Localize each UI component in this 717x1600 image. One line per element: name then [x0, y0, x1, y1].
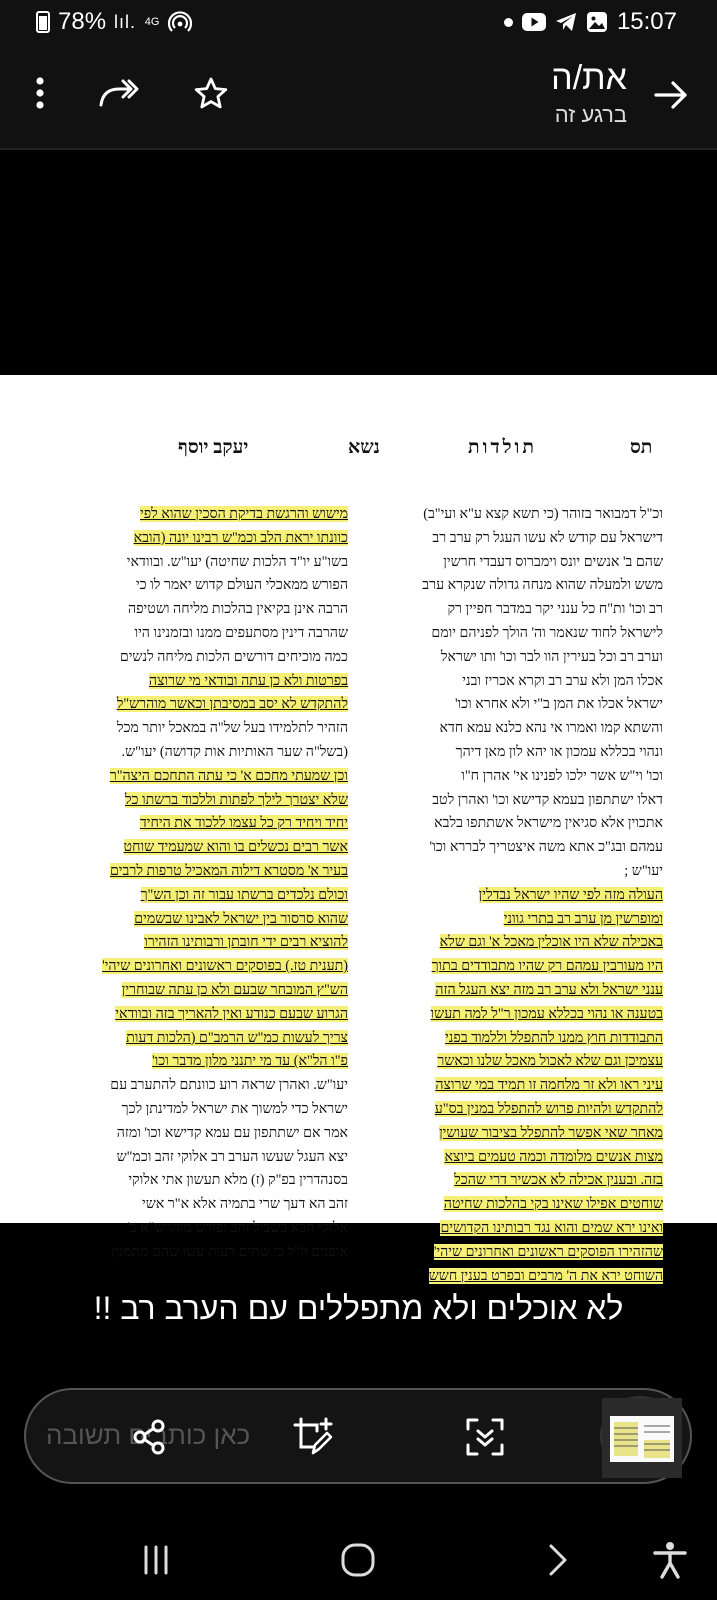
right-column-line — [373, 1241, 663, 1265]
header-divider — [0, 148, 717, 150]
right-column-line — [373, 931, 663, 955]
right-column-line — [373, 1074, 663, 1098]
document-running-header — [0, 437, 717, 463]
left-column-line — [58, 1217, 348, 1241]
right-column-line — [373, 1265, 663, 1289]
right-column-line-text: העולה מזה לפי שהיו ישראל נבדלין — [478, 886, 663, 903]
left-column-line-text: אלוקי הכא בשביל זהב ופירש מוהרש"א ב' — [127, 1219, 348, 1236]
right-column-line — [373, 860, 663, 884]
left-column-line-text: הזהיר לתלמידו בעל של"ה במאכל יותר מכל — [116, 720, 348, 737]
right-column-line-text: משש ולמעלה שהוא מנחה גדולה שנקרא ערב — [422, 577, 663, 594]
left-column-line-text: אשר רבים נכשלים בו והוא שמעמיד שוחט — [123, 839, 348, 856]
left-column-line-text: אופנים וז"ל כי שתים רעות עשו שהם מתמנין — [111, 1243, 348, 1260]
right-column-line-text: ענני ישראל ולא ערב רב מזה יצא העגל הזה — [435, 981, 663, 998]
right-column-line — [373, 1122, 663, 1146]
right-column-line-text: עיני ראו ולא זר מלחמה זו תמיד במי שרוצה — [435, 1077, 663, 1094]
battery-level: 78% — [58, 8, 107, 35]
right-column-line-text: בזה. ובענין אכילה לא אכשיר דרי שהכל — [454, 1172, 663, 1189]
left-column-line-text: יחיד ויחיד רק כל עצמו ללכוד את היחיד — [139, 815, 348, 832]
left-column-line — [58, 884, 348, 908]
left-column-line — [58, 1003, 348, 1027]
right-column-line — [373, 646, 663, 670]
home-button[interactable] — [328, 1535, 388, 1585]
left-column-line-text: כמה מוכיחים דורשים הלכות מליחה לנשים — [119, 648, 348, 665]
right-column-line-text: התבודדות חוץ ממנו להתפלל וללמוד בפני — [445, 1029, 663, 1046]
left-column-line-text: בעיר א' מסטרא דילוה המאכיל טרפות לרבים — [109, 862, 348, 879]
left-column-line — [58, 789, 348, 813]
left-column-line-text: בשו"ע יו"ד הלכות שחיטה) יעו"ש. ובוודאי — [126, 553, 348, 570]
left-column-line — [58, 860, 348, 884]
document-column-left — [58, 503, 348, 1265]
clock: 15:07 — [616, 8, 677, 35]
left-column-line — [58, 527, 348, 551]
right-column-line-text: היו מעורבין עמהם רק שהיו מתבודדים בתוך — [431, 958, 663, 975]
left-column-line-text: הרבה אינן בקיאין בהלכות מליחה ושטיפה — [127, 601, 348, 618]
crop-edit-icon — [293, 1417, 333, 1457]
signal-icon: lıl. — [114, 11, 137, 32]
right-column-line — [373, 1146, 663, 1170]
notification-dot-icon — [504, 18, 513, 27]
sender-info — [551, 58, 627, 128]
status-bar — [0, 0, 717, 44]
right-column-line — [373, 765, 663, 789]
recent-apps-icon — [141, 1545, 171, 1575]
right-column-line — [373, 670, 663, 694]
right-column-line — [373, 741, 663, 765]
right-column-line-text: לישראל לחוד שנאמר וה' הולך לפניהם יומם — [431, 624, 663, 641]
left-column-line — [58, 551, 348, 575]
right-column-line-text: אכלו המן ולא ערב רב וקרא אכריז ובני — [462, 672, 663, 689]
right-column-line — [373, 1169, 663, 1193]
left-column-line-text: שהרבה דינין מסתעפים ממנו ובזמנינו היו — [134, 624, 348, 641]
running-header-mid-left: נשא — [348, 437, 380, 458]
left-column-line-text: יעו"ש. ואהרן שראה רוע כוונתם להתערב עם — [110, 1077, 348, 1094]
right-column-line-text: וערב רב וכל בעירין הוו לבר וכו' ותו ישראל — [440, 648, 663, 665]
left-column-line — [58, 765, 348, 789]
document-image[interactable] — [0, 375, 717, 1284]
right-column-line-text: אתכוין אלא סגיאין מישראל אשתתפו בלבא — [434, 815, 663, 832]
right-column-line — [373, 1027, 663, 1051]
message-caption-wrap — [0, 1290, 717, 1327]
right-column-line — [373, 836, 663, 860]
left-column-line — [58, 1193, 348, 1217]
more-options-button[interactable] — [20, 68, 60, 118]
left-column-line — [58, 1074, 348, 1098]
left-column-line — [58, 646, 348, 670]
sender-name: את/ה — [551, 59, 627, 97]
left-column-line-text: זהב הא דעך שרי בתמיה אלא א"ר אשי — [141, 1196, 348, 1213]
back-nav-button[interactable] — [528, 1535, 588, 1585]
right-column-line — [373, 955, 663, 979]
left-column-line — [58, 812, 348, 836]
right-column-line-text: ונהוי בכללא עמכון או יהא לון מאן דיהך — [455, 743, 663, 760]
left-column-line-text: הש"ץ המובחר שבעם ולא כן עתה שבוחרין — [121, 981, 348, 998]
recent-apps-button[interactable] — [126, 1535, 186, 1585]
left-column-line — [58, 741, 348, 765]
right-column-line — [373, 908, 663, 932]
right-column-line-text: שוחטים אפילו שאינו בקי בהלכות שחיטה — [443, 1196, 663, 1213]
star-icon — [194, 77, 228, 109]
left-column-line — [58, 1098, 348, 1122]
right-column-line — [373, 1050, 663, 1074]
left-column-line — [58, 574, 348, 598]
status-left — [36, 8, 192, 36]
home-icon — [340, 1542, 376, 1578]
right-column-line-text: להתקדש ולהיות פרוש להתפלל במנין בס"ע — [434, 1100, 663, 1117]
scan-text-icon — [465, 1417, 505, 1457]
right-column-line — [373, 1098, 663, 1122]
left-column-line — [58, 670, 348, 694]
left-column-line — [58, 955, 348, 979]
right-column-line — [373, 622, 663, 646]
telegram-icon — [555, 12, 577, 32]
right-column-line-text: עצמיכן וגם שלא לאכול מאכל שלנו וכאשר — [437, 1053, 663, 1070]
left-column-line-text: שהוא סרסור בין ישראל לאבינו שבשמים — [134, 910, 348, 927]
left-column-line — [58, 598, 348, 622]
right-column-line-text: שהזהירו הפוסקים ראשונים ואחרונים שיהי' — [433, 1243, 663, 1260]
gallery-icon — [586, 11, 608, 33]
left-column-line — [58, 836, 348, 860]
right-column-line-text: דאלו ישתתפון בעמא קדישא וכו' ואהרן לטב — [432, 791, 663, 808]
right-column-line — [373, 551, 663, 575]
right-column-line-text: מצות אנשים מלומדה וכמה טעמים ביוצא — [444, 1148, 663, 1165]
right-column-line — [373, 979, 663, 1003]
thumbnail-preview-icon — [602, 1398, 682, 1478]
right-column-line — [373, 598, 663, 622]
reply-bar[interactable] — [24, 1388, 692, 1484]
left-column-line-text: ישראל כדי למשוך את ישראל למדינתן לכך — [121, 1100, 348, 1117]
document-column-right — [373, 503, 663, 1288]
left-column-line-text: (בשל"ה שער האותיות אות קדושה) יעו"ש. — [121, 743, 348, 760]
right-column-line — [373, 884, 663, 908]
forward-button[interactable] — [92, 68, 146, 118]
battery-icon — [36, 11, 50, 33]
left-column-line-text: להוציא רבים ידי חובתן ורבותינו הזהירו — [144, 934, 348, 951]
left-column-line-text: יצא העגל שעשו הערב רב אלוקי זהב וכמ"ש — [116, 1148, 348, 1165]
back-button[interactable] — [649, 70, 693, 120]
right-column-line-text: רב וכו' ות"ח כל ענני יקר במדבר חפיין רק — [447, 601, 663, 618]
hotspot-icon — [168, 10, 192, 34]
right-column-line — [373, 812, 663, 836]
accessibility-icon — [653, 1541, 687, 1579]
right-column-line — [373, 693, 663, 717]
forward-icon — [97, 77, 141, 109]
right-column-line-text: והשתא קמו ואמרו אי נהא כלנא עמא חדא — [439, 720, 663, 737]
app-header — [0, 44, 717, 148]
right-column-line — [373, 789, 663, 813]
left-column-line-text: פ"ו הל"א) עד מי יתנני מלון מדבר וכו' — [152, 1053, 348, 1070]
image-thumbnail[interactable] — [600, 1396, 680, 1476]
arrow-right-icon — [654, 80, 688, 110]
left-column-line-text: (תענית טז.) בפוסקים ראשונים ואחרונים שיהי' — [102, 958, 348, 975]
right-column-line — [373, 527, 663, 551]
left-column-line — [58, 1169, 348, 1193]
more-vertical-icon — [35, 76, 45, 110]
accessibility-button[interactable] — [640, 1535, 700, 1585]
right-column-line-text: באכילה שלא היו אוכלין מאכל א' וגם שלא — [439, 934, 663, 951]
left-column-line — [58, 503, 348, 527]
right-column-line-text: השוחט ירא את ה' מרבים ובפרט בענין חשש — [428, 1267, 663, 1284]
left-column-line-text: הפורש ממאכלי העולם קדוש יאמר לו כי — [135, 577, 348, 594]
left-column-line — [58, 1146, 348, 1170]
edit-button[interactable] — [288, 1412, 338, 1462]
left-column-line-text: הגרוע שבעם כנודע ואין להאריך בזה ובוודאי — [115, 1005, 348, 1022]
network-type: 4G — [144, 16, 160, 28]
message-time: ברגע זה — [554, 102, 627, 127]
right-column-line-text: דישראל עם קודש לא עשו העגל רק ערב רב — [432, 529, 663, 546]
left-column-line-text: להתקדש לא יסב במסיבתן וכאשר מוהרש"ל — [116, 696, 348, 713]
left-column-line — [58, 622, 348, 646]
left-column-line — [58, 717, 348, 741]
page-number: תס — [630, 437, 653, 458]
left-column-line — [58, 1050, 348, 1074]
running-header-mid-right: תולדות — [468, 437, 537, 458]
left-column-line-text: צריך לעשות כמ"ש הרמב"ם (הלכות דעות — [126, 1029, 348, 1046]
right-column-line-text: ישראל אכלו את המן ב"י ולא אחרא וכו' — [454, 696, 663, 713]
right-column-line-text: ואינו ירא שמים והוא נגד רבותינו הקדושים — [440, 1219, 663, 1236]
right-column-line — [373, 503, 663, 527]
left-column-line-text: אמר אם ישתתפון עם עמא קדישא וכו' ומזה — [116, 1124, 348, 1141]
right-column-line-text: עמהם ובג"כ אתא משה איצטריך לבררא וכו' — [429, 839, 663, 856]
message-caption: לא אוכלים ולא מתפללים עם הערב רב !! — [93, 1290, 624, 1326]
chevron-right-icon — [547, 1543, 569, 1577]
right-column-line — [373, 574, 663, 598]
right-column-line — [373, 717, 663, 741]
left-column-line — [58, 908, 348, 932]
left-column-line-text: וכן שמעתי מחכם א' כי עתה התחכם היצה"ר — [109, 767, 348, 784]
running-header-left: יעקב יוסף — [178, 437, 249, 458]
right-column-line-text: שהם ב' אנשים יונס וימברוס דעבדי חרשין — [443, 553, 663, 570]
right-column-line-text: בטענה או נהוי בכללא עמכון ר"ל למה תעשו — [430, 1005, 663, 1022]
star-button[interactable] — [186, 68, 236, 118]
left-column-line-text: וכולם נלכדים ברשתו עבור זה וכן הש"ך — [140, 886, 348, 903]
right-column-line-text: וכו' וי"ש אשר ילכו לפנינו אי' אהרן ח"ו — [461, 767, 663, 784]
youtube-icon — [522, 12, 546, 32]
right-column-line-text: ומופרשין מן ערב רב בתרי גווני — [503, 910, 663, 927]
share-icon — [132, 1419, 166, 1455]
system-nav-bar — [0, 1515, 717, 1600]
left-column-line — [58, 1122, 348, 1146]
left-column-line-text: בפרטות ולא כן עתה ובודאי מי שרוצה — [148, 672, 348, 689]
right-column-line-text: מאחר שאי אפשר להתפלל בציבור שעושין — [439, 1124, 663, 1141]
left-column-line — [58, 931, 348, 955]
scan-text-button[interactable] — [460, 1412, 510, 1462]
left-column-line — [58, 1027, 348, 1051]
left-column-line — [58, 693, 348, 717]
left-column-line — [58, 1241, 348, 1265]
right-column-line-text: וכ"ל דמבואר בזוהר (כי תשא קצא ע"א ועי"ב) — [423, 506, 663, 522]
share-button[interactable] — [124, 1412, 174, 1462]
right-column-line — [373, 1193, 663, 1217]
left-column-line-text: בסנהדרין בפ"ק (ז) מלא תעשון אתי אלוקי — [128, 1172, 348, 1189]
left-column-line-text: מישוש והרגשת בדיקת הסכין שהוא לפי — [140, 506, 348, 522]
left-column-line-text: כוונתו יראת הלב וכמ"ש רבינו יונה (הובא — [133, 529, 348, 546]
right-column-line — [373, 1003, 663, 1027]
right-column-line-text: יעו"ש ; — [624, 862, 663, 879]
status-right — [504, 8, 677, 36]
reply-input[interactable]: כאן כותבים תשובה — [46, 1420, 251, 1450]
right-column-line — [373, 1217, 663, 1241]
left-column-line-text: שלא יצטרך לילך לפתות וללכוד ברשתו כל — [124, 791, 348, 808]
left-column-line — [58, 979, 348, 1003]
